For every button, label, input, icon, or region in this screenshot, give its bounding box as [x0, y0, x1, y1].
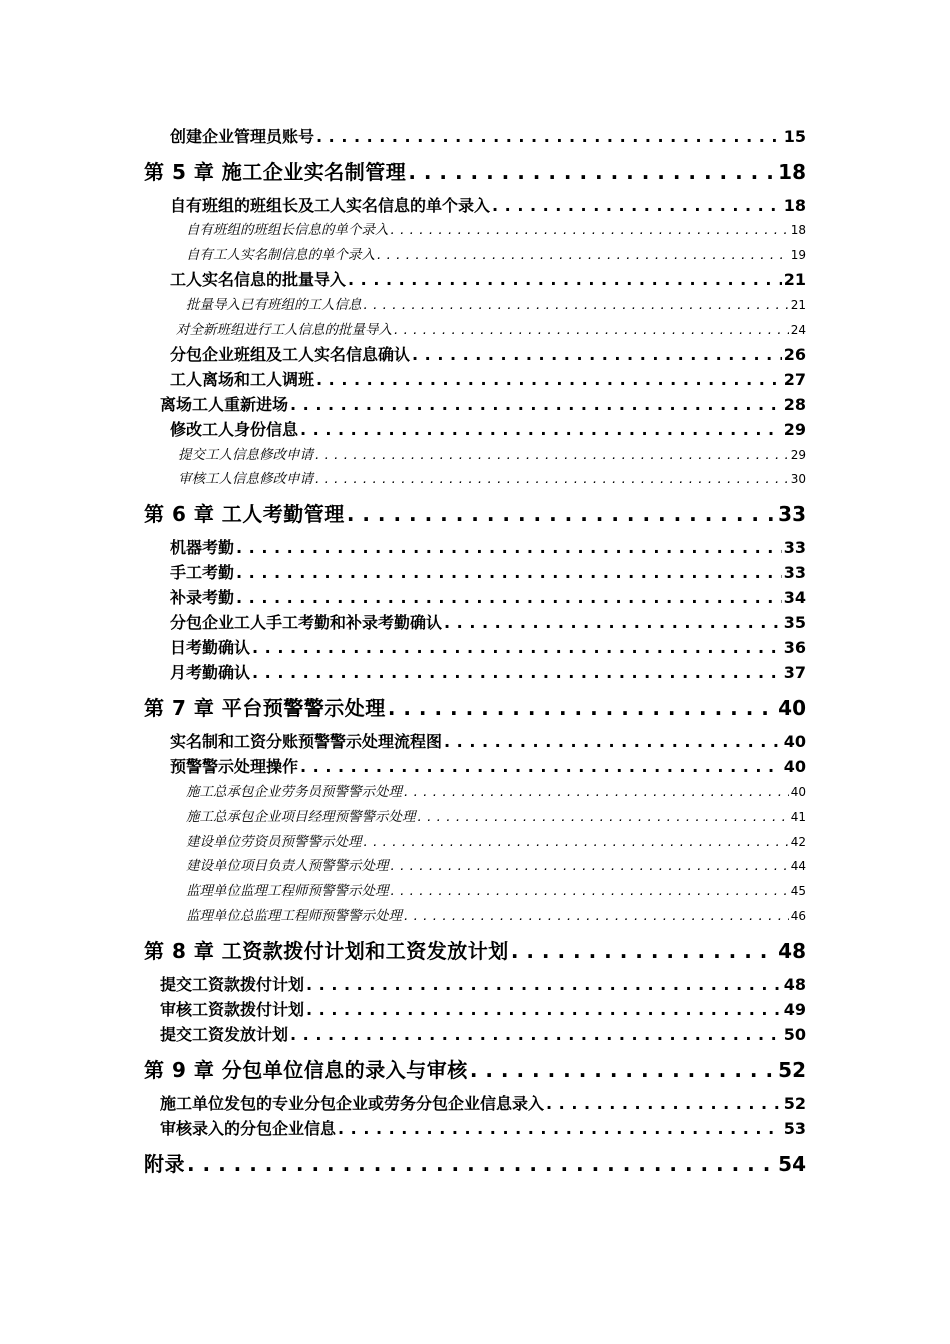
toc-entry-title: 补录考勤 [170, 588, 235, 607]
toc-entry-page-number: 15 [783, 127, 806, 146]
toc-entry-page-number: 40 [778, 696, 806, 720]
toc-entry-section[interactable] [170, 562, 806, 584]
toc-leader-dots [391, 220, 789, 240]
toc-leader-dots [388, 694, 776, 722]
toc-entry-page-number: 44 [790, 859, 806, 873]
toc-entry-title: 审核工人信息修改申请 [178, 471, 313, 487]
toc-leader-dots [394, 320, 789, 340]
toc-entry-title: 监理单位监理工程师预警警示处理 [186, 883, 389, 899]
toc-leader-dots [236, 587, 782, 609]
toc-leader-dots [290, 394, 782, 416]
toc-entry-section[interactable] [160, 394, 806, 416]
toc-entry-page-number: 40 [783, 757, 806, 776]
toc-entry-title: 审核录入的分包企业信息 [160, 1119, 337, 1138]
toc-entry-chapter[interactable] [144, 1150, 806, 1178]
toc-entry-page-number: 26 [783, 345, 806, 364]
toc-entry-title: 分包企业班组及工人实名信息确认 [170, 345, 411, 364]
toc-entry-title: 工人实名信息的批量导入 [170, 270, 347, 289]
toc-leader-dots [187, 1150, 776, 1178]
toc-entry-page-number: 33 [778, 502, 806, 526]
toc-entry-title: 自有班组的班组长信息的单个录入 [186, 222, 389, 238]
toc-entry-page-number: 45 [790, 884, 806, 898]
toc-entry-title: 月考勤确认 [170, 663, 251, 682]
toc-leader-dots [315, 469, 789, 489]
toc-entry-page-number: 41 [790, 810, 806, 824]
toc-entry-section[interactable] [170, 419, 806, 441]
toc-entry-title: 手工考勤 [170, 563, 235, 582]
toc-entry-page-number: 40 [790, 785, 806, 799]
toc-leader-dots [252, 662, 782, 684]
toc-entry-page-number: 21 [783, 270, 806, 289]
toc-leader-dots [315, 445, 789, 465]
toc-entry-page-number: 27 [783, 370, 806, 389]
toc-entry-page-number: 29 [790, 448, 806, 462]
toc-entry-page-number: 19 [790, 248, 806, 262]
toc-entry-subsection[interactable] [186, 220, 806, 240]
toc-leader-dots [316, 369, 782, 391]
toc-entry-section[interactable] [160, 1024, 806, 1046]
toc-entry-subsection[interactable] [186, 807, 806, 827]
toc-leader-dots [316, 126, 782, 148]
toc-leader-dots [391, 881, 789, 901]
toc-entry-title: 批量导入已有班组的工人信息 [186, 297, 362, 313]
toc-leader-dots [290, 1024, 782, 1046]
toc-entry-page-number: 52 [783, 1094, 806, 1113]
toc-entry-section[interactable] [170, 637, 806, 659]
toc-entry-page-number: 29 [783, 420, 806, 439]
toc-leader-dots [546, 1093, 782, 1115]
toc-entry-title: 第 5 章 施工企业实名制管理 [144, 160, 407, 184]
toc-entry-subsection[interactable] [186, 782, 806, 802]
toc-entry-subsection[interactable] [178, 469, 806, 489]
toc-entry-subsection[interactable] [186, 245, 806, 265]
toc-leader-dots [300, 756, 782, 778]
toc-entry-page-number: 18 [790, 223, 806, 237]
toc-entry-page-number: 48 [778, 939, 806, 963]
toc-entry-section[interactable] [170, 587, 806, 609]
toc-entry-title: 提交工资款拨付计划 [160, 975, 305, 994]
toc-entry-title: 建设单位项目负责人预警警示处理 [186, 858, 389, 874]
toc-entry-page-number: 37 [783, 663, 806, 682]
toc-entry-title: 施工单位发包的专业分包企业或劳务分包企业信息录入 [160, 1094, 545, 1113]
toc-entry-section[interactable] [160, 1118, 806, 1140]
toc-leader-dots [306, 999, 782, 1021]
toc-entry-section[interactable] [170, 269, 806, 291]
toc-leader-dots [444, 612, 782, 634]
toc-entry-subsection[interactable] [186, 832, 806, 852]
toc-entry-title: 自有工人实名制信息的单个录入 [186, 247, 375, 263]
toc-leader-dots [377, 245, 789, 265]
toc-entry-subsection[interactable] [186, 881, 806, 901]
toc-entry-page-number: 18 [783, 196, 806, 215]
toc-entry-title: 预警警示处理操作 [170, 757, 299, 776]
toc-entry-section[interactable] [170, 537, 806, 559]
toc-entry-title: 提交工资发放计划 [160, 1025, 289, 1044]
toc-leader-dots [347, 500, 776, 528]
toc-entry-title: 对全新班组进行工人信息的批量导入 [176, 322, 392, 338]
toc-leader-dots [412, 344, 782, 366]
toc-entry-section[interactable] [160, 999, 806, 1021]
toc-leader-dots [364, 832, 789, 852]
toc-entry-page-number: 50 [783, 1025, 806, 1044]
toc-entry-subsection[interactable] [186, 906, 806, 926]
toc-entry-section[interactable] [170, 612, 806, 634]
toc-entry-page-number: 48 [783, 975, 806, 994]
toc-entry-subsection[interactable] [178, 445, 806, 465]
toc-entry-title: 施工总承包企业劳务员预警警示处理 [186, 784, 402, 800]
toc-entry-title: 创建企业管理员账号 [170, 127, 315, 146]
toc-entry-section[interactable] [170, 344, 806, 366]
toc-leader-dots [404, 906, 789, 926]
toc-entry-subsection[interactable] [186, 856, 806, 876]
toc-entry-page-number: 54 [778, 1152, 806, 1176]
toc-entry-subsection[interactable] [176, 320, 806, 340]
toc-leader-dots [252, 637, 782, 659]
toc-entry-page-number: 28 [783, 395, 806, 414]
toc-entry-chapter[interactable] [144, 158, 806, 186]
toc-entry-section[interactable] [160, 974, 806, 996]
toc-entry-title: 审核工资款拨付计划 [160, 1000, 305, 1019]
toc-entry-chapter[interactable] [144, 937, 806, 965]
toc-leader-dots [306, 974, 782, 996]
toc-entry-title: 附录 [144, 1152, 185, 1176]
toc-entry-page-number: 36 [783, 638, 806, 657]
toc-leader-dots [364, 295, 789, 315]
toc-leader-dots [444, 731, 782, 753]
toc-entry-page-number: 24 [790, 323, 806, 337]
toc-leader-dots [236, 537, 782, 559]
toc-leader-dots [492, 195, 782, 217]
toc-entry-chapter[interactable] [144, 500, 806, 528]
toc-entry-page-number: 34 [783, 588, 806, 607]
toc-entry-page-number: 40 [783, 732, 806, 751]
toc-entry-chapter[interactable] [144, 1056, 806, 1084]
toc-leader-dots [300, 419, 782, 441]
toc-entry-title: 分包企业工人手工考勤和补录考勤确认 [170, 613, 443, 632]
toc-leader-dots [418, 807, 789, 827]
toc-leader-dots [236, 562, 782, 584]
toc-entry-title: 提交工人信息修改申请 [178, 447, 313, 463]
toc-entry-title: 日考勤确认 [170, 638, 251, 657]
toc-entry-title: 第 8 章 工资款拨付计划和工资发放计划 [144, 939, 509, 963]
toc-entry-page-number: 33 [783, 563, 806, 582]
toc-leader-dots [348, 269, 782, 291]
toc-entry-page-number: 46 [790, 909, 806, 923]
toc-entry-title: 第 6 章 工人考勤管理 [144, 502, 345, 526]
toc-entry-title: 第 9 章 分包单位信息的录入与审核 [144, 1058, 468, 1082]
toc-entry-chapter[interactable] [144, 694, 806, 722]
toc-entry-title: 机器考勤 [170, 538, 235, 557]
toc-entry-title: 监理单位总监理工程师预警警示处理 [186, 908, 402, 924]
toc-leader-dots [391, 856, 789, 876]
toc-entry-title: 第 7 章 平台预警警示处理 [144, 696, 386, 720]
toc-leader-dots [404, 782, 789, 802]
toc-entry-section[interactable] [170, 195, 806, 217]
toc-entry-page-number: 53 [783, 1119, 806, 1138]
toc-entry-title: 修改工人身份信息 [170, 420, 299, 439]
toc-entry-page-number: 49 [783, 1000, 806, 1019]
toc-entry-title: 工人离场和工人调班 [170, 370, 315, 389]
toc-entry-title: 离场工人重新进场 [160, 395, 289, 414]
toc-entry-title: 实名制和工资分账预警警示处理流程图 [170, 732, 443, 751]
toc-leader-dots [408, 158, 776, 186]
toc-entry-page-number: 18 [778, 160, 806, 184]
toc-leader-dots [470, 1056, 776, 1084]
toc-entry-section[interactable] [170, 662, 806, 684]
toc-entry-page-number: 35 [783, 613, 806, 632]
toc-entry-title: 自有班组的班组长及工人实名信息的单个录入 [170, 196, 491, 215]
toc-entry-page-number: 30 [790, 472, 806, 486]
toc-entry-page-number: 33 [783, 538, 806, 557]
toc-entry-title: 施工总承包企业项目经理预警警示处理 [186, 809, 416, 825]
toc-leader-dots [338, 1118, 782, 1140]
toc-entry-title: 建设单位劳资员预警警示处理 [186, 834, 362, 850]
toc-entry-section[interactable] [160, 1093, 806, 1115]
toc-entry-page-number: 52 [778, 1058, 806, 1082]
toc-leader-dots [511, 937, 776, 965]
toc-entry-section[interactable] [170, 369, 806, 391]
toc-entry-section[interactable] [170, 126, 806, 148]
toc-entry-page-number: 42 [790, 835, 806, 849]
toc-entry-section[interactable] [170, 731, 806, 753]
toc-entry-page-number: 21 [790, 298, 806, 312]
toc-entry-subsection[interactable] [186, 295, 806, 315]
toc-entry-section[interactable] [170, 756, 806, 778]
